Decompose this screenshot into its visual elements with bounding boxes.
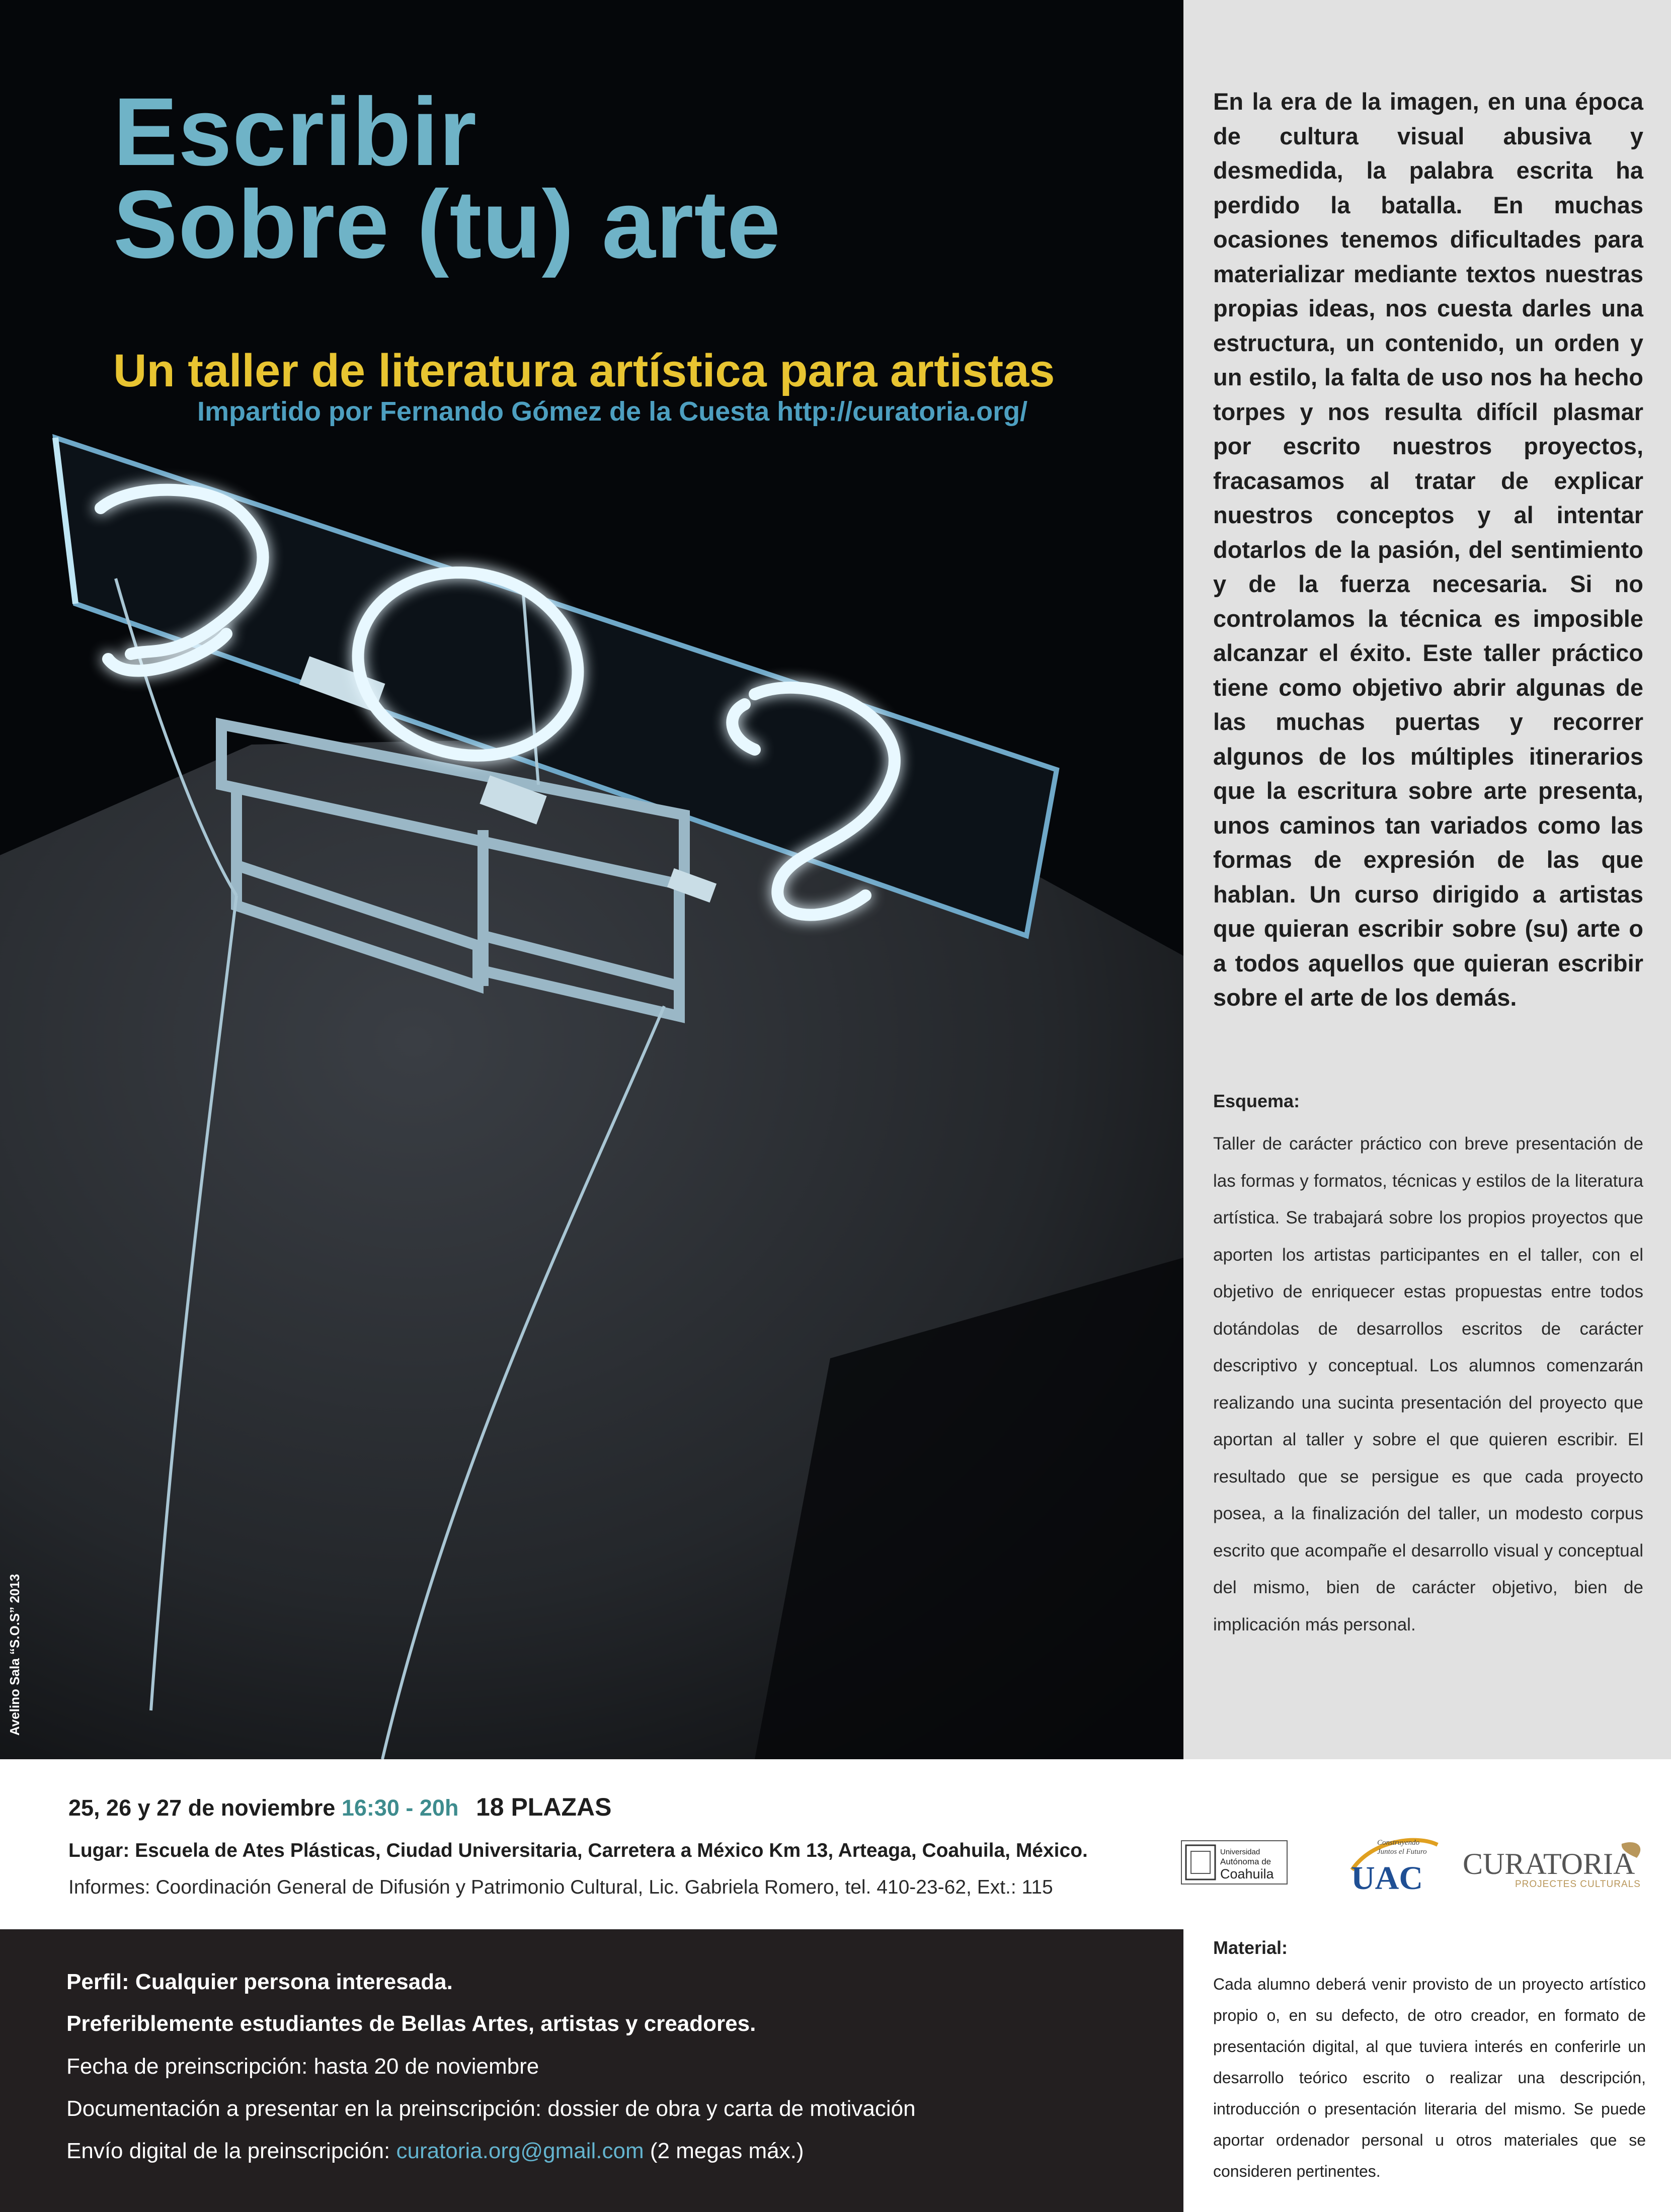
event-places: 18 PLAZAS: [475, 1793, 612, 1821]
poster-title: [113, 77, 1145, 278]
uac-tagline-1: Construyendo: [1377, 1839, 1420, 1847]
uadec-logo-line1: Universidad: [1220, 1848, 1260, 1856]
send-line: [66, 2139, 804, 2164]
poster-byline: Impartido por Fernando Gómez de la Cuesta http://curatoria.org/: [197, 396, 1028, 427]
uadec-logo-line2: Autónoma de: [1220, 1857, 1271, 1866]
event-info: [0, 1759, 1671, 1929]
material-paragraph: Cada alumno deberá venir provisto de un proyecto artístico propio o, en su defecto, de otro creador, en formato de presentación digital, al que tuviera interés en conferirle un desarrollo teórico escrito o realizar una descripción, introducción o presentación literaria del mismo. Se puede aportar ordenador personal u otros materiales que se consideren pertinentes.: [1213, 1975, 1646, 2180]
event-contact: Informes: Coordinación General de Difusión y Patrimonio Cultural, Lic. Gabriela Romero, tel. 410-23-62, Ext.: 115: [68, 1876, 1053, 1898]
title-line-1: Escribir: [113, 77, 478, 186]
send-suffix: (2 megas máx.): [644, 2139, 804, 2163]
contact-email-link[interactable]: curatoria.org@gmail.com: [396, 2139, 644, 2163]
description-column: [1183, 0, 1671, 1759]
uac-tagline-2: Juntos el Futuro: [1377, 1848, 1427, 1856]
preference-text: Preferiblemente estudiantes de Bellas Artes, artistas y creadores.: [66, 2011, 756, 2036]
profile-text: Perfil: Cualquier persona interesada.: [66, 1970, 453, 1994]
documents-text: Documentación a presentar en la preinscripción: dossier de obra y carta de motivación: [66, 2096, 916, 2121]
event-location: Lugar: Escuela de Ates Plásticas, Ciudad Universitaria, Carretera a México Km 13, Arteaga, Coahuila, México.: [68, 1840, 1088, 1861]
event-dates: 25, 26 y 27 de noviembre: [68, 1795, 336, 1821]
date-line: [68, 1792, 611, 1822]
poster-subtitle: Un taller de literatura artística para artistas: [113, 345, 1055, 396]
intro-paragraph: En la era de la imagen, en una época de cultura visual abusiva y desmedida, la palabra escrita ha perdido la batalla. En muchas ocasiones tenemos dificultades para materializar mediante textos nuestras propias ideas, nos cuesta darles una estructura, un contenido, un orden y un estilo, la falta de uso nos ha hecho torpes y nos resulta difícil plasmar por escrito nuestros proyectos, fracasamos al tratar de explicar nuestros conceptos y al intentar dotarlos de la pasión, del sentimiento y de la fuerza necesaria. Si no controlamos la técnica es imposible alcanzar el éxito. Este taller práctico tiene como objetivo abrir algunas de las muchas puertas y recorrer algunos de los múltiples itinerarios que la escritura sobre arte presenta, unos caminos tan variados como las formas de expresión de las que hablan. Un curso dirigido a artistas que quieran escribir sobre (su) arte o a todos aquellos que quieran escribir sobre el arte de los demás.: [1213, 88, 1643, 1011]
uadec-logo: [1181, 1840, 1288, 1885]
title-line-2: Sobre (tu) arte: [113, 170, 781, 278]
uac-logo: [1342, 1830, 1443, 1895]
uadec-logo-line3: Coahuila: [1220, 1866, 1274, 1881]
curatoria-tagline: PROJECTES CULTURALS: [1515, 1879, 1641, 1890]
photo-credit: Avelino Sala “S.O.S” 2013: [7, 1574, 22, 1736]
deadline-text: Fecha de preinscripción: hasta 20 de noviembre: [66, 2054, 539, 2079]
uac-mark: UAC: [1351, 1860, 1423, 1895]
curatoria-name: CURATORIA: [1463, 1847, 1635, 1880]
curatoria-logo: [1461, 1835, 1647, 1893]
send-prefix: Envío digital de la preinscripción:: [66, 2139, 396, 2163]
scheme-paragraph: Taller de carácter práctico con breve presentación de las formas y formatos, técnicas y estilos de la literatura artística. Se trabajará sobre los propios proyectos que aporten los artistas participantes en el taller, con el objetivo de enriquecer estas propuestas entre todos dotándolas de desarrollos escritos de carácter descriptivo y conceptual. Los alumnos comenzarán realizando una sucinta presentación del proyecto que aportan al taller y sobre el que quieren escribir. El resultado que se persigue es que cada proyecto posea, a la finalización del taller, un modesto corpus escrito que acompañe el desarrollo visual y conceptual del mismo, bien de carácter objetivo, bien de implicación más personal.: [1213, 1134, 1643, 1634]
material-heading: Material:: [1213, 1937, 1288, 1958]
event-time: 16:30 - 20h: [341, 1795, 459, 1821]
scheme-heading: Esquema:: [1213, 1091, 1300, 1111]
registration-panel: [0, 1929, 1183, 2212]
material-panel: [1183, 1929, 1671, 2212]
